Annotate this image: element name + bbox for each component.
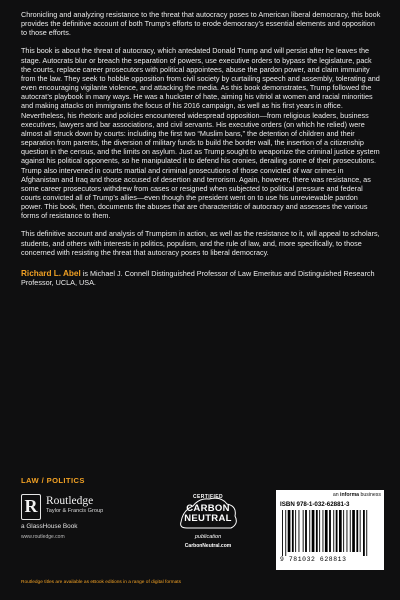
blurb-paragraph-1: Chronicling and analyzing resistance to the threat that autocracy poses to American liberal democracy, this book provides the definitive account of both Trump’s efforts to erode democracy’s essential elements and opposition to those efforts. — [21, 10, 381, 38]
informa-business: business — [359, 492, 381, 498]
informa-tag — [333, 492, 381, 498]
blurb-text — [21, 10, 381, 287]
carbon-publication: publication — [194, 534, 222, 540]
publisher-block — [21, 494, 151, 548]
barcode-digits: 9 781032 628813 — [280, 556, 347, 563]
barcode-icon — [280, 510, 380, 556]
ebook-note: Routledge titles are available as eBook editions in a range of digital formats — [21, 580, 181, 585]
author-bio-text: is Michael J. Connell Distinguished Professor of Law Emeritus and Distinguished Research Professor, UCLA, USA. — [21, 268, 375, 288]
carbon-neutral-badge — [173, 490, 243, 570]
publisher-imprint: a GlassHouse Book — [21, 523, 78, 530]
author-bio — [21, 269, 381, 287]
carbon-url: CarbonNeutral.com — [184, 543, 232, 549]
publisher-name: Routledge — [46, 495, 94, 507]
neutral-word: NEUTRAL — [184, 513, 232, 524]
barcode-panel — [276, 490, 384, 570]
carbon-certified: CERTIFIED — [193, 494, 223, 500]
isbn-label: ISBN 978-1-032-62881-3 — [280, 501, 350, 508]
blurb-paragraph-3: This definitive account and analysis of Trumpism in action, as well as the resistance to it, will appeal to scholars, students, and others with interests in politics, populism, and the rule of law, and, more specifically, to those concerned with resisting the threat that autocracy poses to liberal democracy. — [21, 229, 380, 257]
subject-category: LAW / POLITICS — [21, 476, 85, 485]
blurb-paragraph-2: This book is about the threat of autocracy, which antedated Donald Trump and will persist after he leaves the stage. Autocrats blur or breach the separation of powers, use executive orders to bypass the legislature, pack the courts, replace career prosecutors with political appointees, abuse the pardon power, and claim immunity from the law. They seek to hobble opposition from civil society by curtailing speech and assembly, tolerating and even encouraging vigilante violence, and attacking the media. As this book demonstrates, Trump followed the autocrat’s playbook in many ways. He was a huckster of hate, aiming his vitriol at women and racial minorities and making attacks on immigrants the focus of his 2016 campaign, as well as his first years in office. Nevertheless, his rhetoric and policies encountered widespread opposition—from religious leaders, business executives, lawyers and bar associations, and civil servants. His executive orders (on which he relied) were almost all struck down by courts: including the first two “Muslim bans,” the detention of children and their separation from parents, the diversion of military funds to build the border wall, the insertion of a citizenship question in the census, and the limits on asylum. Just as Trump sought to weaponize the criminal justice system against his political opponents, so he manipulated it to defend his cronies, derailing some of their prosecutions. Trump also intervened in courts martial and criminal prosecutions of those convicted of war crimes in Afghanistan and Iraq and those accused of desertion and terrorism. Again, however, there was resistance, as some career prosecutors withdrew from cases or resigned when subjected to political pressure and federal courts convicted all of Trump’s allies—even though the president went on to use his unreviewable pardon power. This book, then, documents the abuses that are characteristic of autocracy and assesses the various forms of resistance to them. — [21, 46, 380, 221]
informa-an: an — [332, 492, 341, 498]
publisher-group: Taylor & Francis Group — [46, 508, 104, 514]
routledge-logo-icon: R — [21, 494, 41, 520]
informa-name: informa — [340, 492, 360, 498]
author-name: Richard L. Abel — [21, 268, 81, 278]
carbon-word: CARBON — [186, 503, 230, 514]
publisher-url: www.routledge.com — [21, 534, 65, 540]
